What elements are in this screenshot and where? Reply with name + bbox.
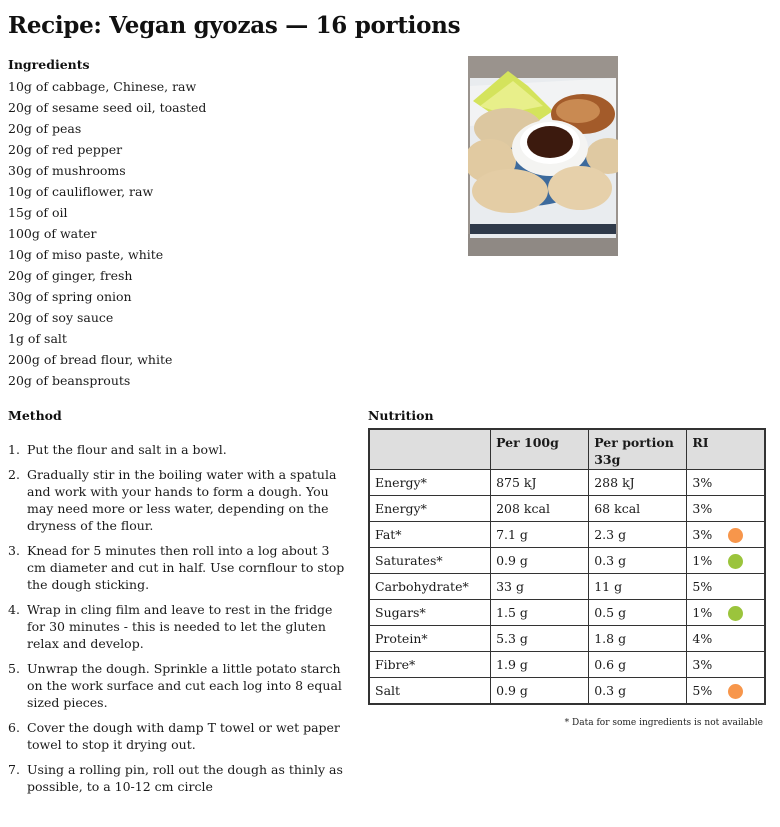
ingredients-section xyxy=(8,56,206,391)
nutrition-row xyxy=(369,547,765,573)
ri-cell xyxy=(687,573,765,599)
per-100g-value: 0.9 g xyxy=(491,677,589,704)
nutrient-name: Salt xyxy=(369,677,491,704)
method-section xyxy=(8,407,358,803)
nutrient-name: Carbohydrate* xyxy=(369,573,491,599)
step-number: 6. xyxy=(8,720,20,735)
amber-traffic-light-icon xyxy=(728,528,743,543)
ingredient-item: 200g of bread flour, white xyxy=(8,352,173,367)
per-portion-value: 68 kcal xyxy=(589,495,687,521)
ingredient-item: 10g of cauliflower, raw xyxy=(8,184,154,199)
per-portion-value: 0.6 g xyxy=(589,651,687,677)
method-heading: Method xyxy=(8,408,62,423)
ri-cell xyxy=(687,469,765,495)
step-number: 2. xyxy=(8,467,20,482)
method-step xyxy=(8,441,350,458)
step-number: 4. xyxy=(8,602,20,617)
nutrition-table xyxy=(368,428,766,705)
ingredient-item: 20g of soy sauce xyxy=(8,310,114,325)
ingredient-item: 20g of beansprouts xyxy=(8,373,131,388)
per-100g-value: 1.5 g xyxy=(491,599,589,625)
per-portion-value: 0.3 g xyxy=(589,547,687,573)
step-text: Using a rolling pin, roll out the dough as thinly as possible, to a 10-12 cm circle xyxy=(27,762,343,794)
nutrient-name: Sugars* xyxy=(369,599,491,625)
nutrition-row xyxy=(369,677,765,704)
nutrition-header-row xyxy=(369,429,765,469)
per-portion-value: 288 kJ xyxy=(589,469,687,495)
nutrition-section xyxy=(368,407,768,728)
ri-cell xyxy=(687,599,765,625)
nutrient-name: Energy* xyxy=(369,495,491,521)
ingredient-item: 20g of peas xyxy=(8,121,82,136)
ingredients-list xyxy=(8,76,206,391)
step-text: Put the flour and salt in a bowl. xyxy=(27,442,227,457)
step-number: 3. xyxy=(8,543,20,558)
step-number: 5. xyxy=(8,661,20,676)
ingredient-item: 10g of cabbage, Chinese, raw xyxy=(8,79,197,94)
per-portion-value: 1.8 g xyxy=(589,625,687,651)
ingredient-item: 1g of salt xyxy=(8,331,67,346)
nutrient-name: Energy* xyxy=(369,469,491,495)
step-number: 1. xyxy=(8,442,20,457)
gyoza-plate-image xyxy=(468,56,618,256)
ri-cell xyxy=(687,677,765,704)
ri-cell xyxy=(687,625,765,651)
step-text: Wrap in cling film and leave to rest in the fridge for 30 minutes - this is needed to let the gluten relax and develop. xyxy=(27,602,333,651)
ingredient-item: 20g of ginger, fresh xyxy=(8,268,133,283)
ri-cell xyxy=(687,547,765,573)
method-step xyxy=(8,466,350,534)
per-100g-value: 1.9 g xyxy=(491,651,589,677)
method-steps-list xyxy=(8,441,358,795)
ingredient-item: 15g of oil xyxy=(8,205,68,220)
per-100g-value: 33 g xyxy=(491,573,589,599)
method-step xyxy=(8,660,350,711)
ri-cell xyxy=(687,521,765,547)
ri-cell xyxy=(687,651,765,677)
step-text: Knead for 5 minutes then roll into a log about 3 cm diameter and cut in half. Use cornflour to stop the dough sticking. xyxy=(27,543,345,592)
method-step xyxy=(8,761,350,795)
column-header-per-portion: Per portion 33g xyxy=(589,429,687,469)
nutrient-name: Fibre* xyxy=(369,651,491,677)
per-portion-value: 11 g xyxy=(589,573,687,599)
column-header-per-100g: Per 100g xyxy=(491,429,589,469)
recipe-photo xyxy=(468,56,618,256)
page-title: Recipe: Vegan gyozas — 16 portions xyxy=(8,12,461,39)
ingredient-item: 10g of miso paste, white xyxy=(8,247,164,262)
step-number: 7. xyxy=(8,762,20,777)
ri-value: 5% xyxy=(692,682,713,698)
ingredient-item: 100g of water xyxy=(8,226,97,241)
column-header-nutrient xyxy=(369,429,491,469)
nutrition-row xyxy=(369,625,765,651)
per-100g-value: 7.1 g xyxy=(491,521,589,547)
ri-value: 4% xyxy=(692,630,713,646)
step-text: Unwrap the dough. Sprinkle a little potato starch on the work surface and cut each log into 8 equal sized pieces. xyxy=(27,661,342,710)
method-step xyxy=(8,719,350,753)
ri-cell xyxy=(687,495,765,521)
ri-value: 3% xyxy=(692,656,713,672)
nutrient-name: Fat* xyxy=(369,521,491,547)
ri-value: 5% xyxy=(692,578,713,594)
per-100g-value: 0.9 g xyxy=(491,547,589,573)
column-header-ri: RI xyxy=(687,429,765,469)
nutrition-row xyxy=(369,495,765,521)
per-portion-value: 0.5 g xyxy=(589,599,687,625)
nutrition-footnote: * Data for some ingredients is not available xyxy=(564,718,763,728)
method-step xyxy=(8,601,350,652)
ri-value: 3% xyxy=(692,500,713,516)
green-traffic-light-icon xyxy=(728,554,743,569)
per-portion-value: 0.3 g xyxy=(589,677,687,704)
per-100g-value: 875 kJ xyxy=(491,469,589,495)
ingredient-item: 20g of red pepper xyxy=(8,142,123,157)
method-step xyxy=(8,542,350,593)
nutrient-name: Saturates* xyxy=(369,547,491,573)
nutrition-row xyxy=(369,651,765,677)
ri-value: 1% xyxy=(692,604,713,620)
ingredients-heading: Ingredients xyxy=(8,57,90,72)
nutrition-row xyxy=(369,599,765,625)
per-portion-value: 2.3 g xyxy=(589,521,687,547)
ri-value: 3% xyxy=(692,526,713,542)
ri-value: 1% xyxy=(692,552,713,568)
green-traffic-light-icon xyxy=(728,606,743,621)
step-text: Cover the dough with damp T towel or wet paper towel to stop it drying out. xyxy=(27,720,340,752)
nutrient-name: Protein* xyxy=(369,625,491,651)
ingredient-item: 30g of mushrooms xyxy=(8,163,126,178)
ingredient-item: 20g of sesame seed oil, toasted xyxy=(8,100,207,115)
nutrition-row xyxy=(369,469,765,495)
ingredient-item: 30g of spring onion xyxy=(8,289,132,304)
per-100g-value: 208 kcal xyxy=(491,495,589,521)
amber-traffic-light-icon xyxy=(728,684,743,699)
nutrition-row xyxy=(369,521,765,547)
nutrition-row xyxy=(369,573,765,599)
nutrition-heading: Nutrition xyxy=(368,408,434,423)
step-text: Gradually stir in the boiling water with a spatula and work with your hands to form a dough. You may need more or less water, depending on the dryness of the flour. xyxy=(27,467,337,533)
ri-value: 3% xyxy=(692,474,713,490)
per-100g-value: 5.3 g xyxy=(491,625,589,651)
